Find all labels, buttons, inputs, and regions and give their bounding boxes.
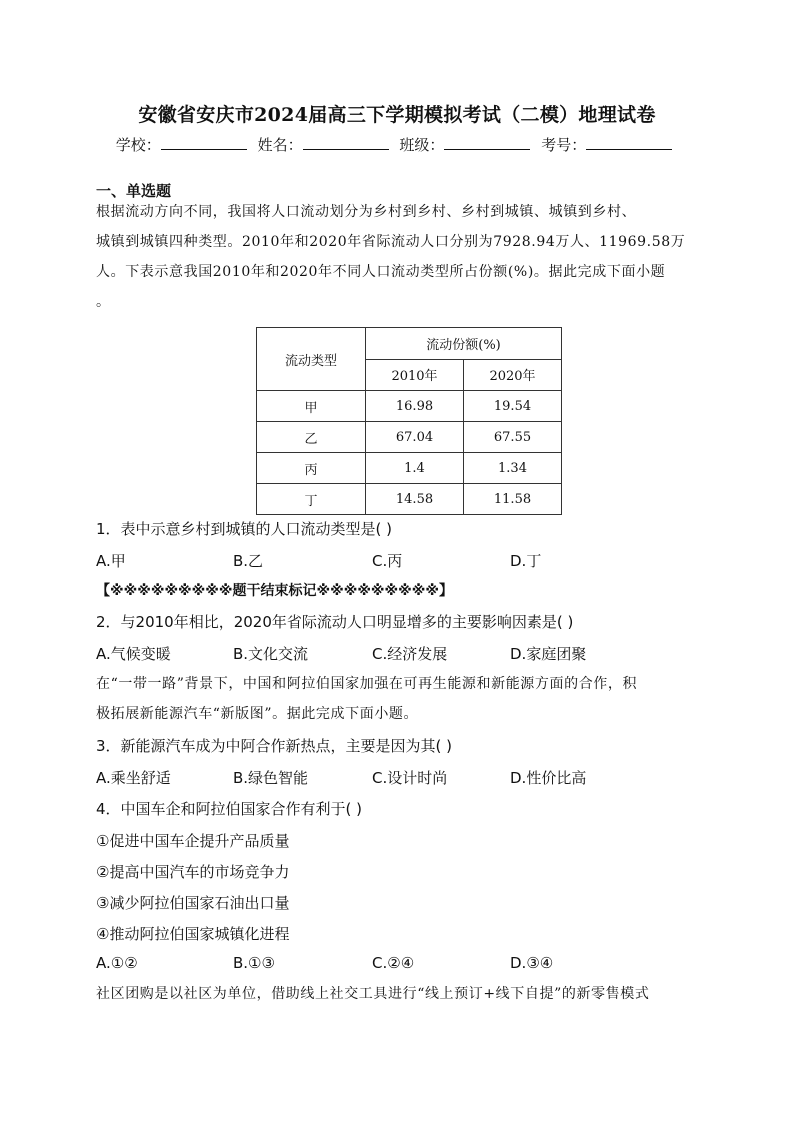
q3-option-c[interactable]: C.设计时尚 [372, 769, 448, 787]
table-cell-2010: 14.58 [366, 484, 464, 515]
passage-1-line: 城镇到城镇四种类型。2010年和2020年省际流动人口分别为7928.94万人、11969.58万 [96, 234, 686, 250]
student-info-line [0, 134, 794, 155]
table-row [257, 391, 562, 422]
passage-2-line: 极拓展新能源汽车“新版图”。据此完成下面小题。 [96, 706, 419, 722]
section-title: 一、单选题 [96, 182, 172, 200]
q3-option-d[interactable]: D.性价比高 [510, 769, 587, 787]
question-2-stem: 2．与2010年相比，2020年省际流动人口明显增多的主要影响因素是( ) [96, 613, 574, 631]
q1-option-a[interactable]: A.甲 [96, 552, 126, 570]
table-header-share: 流动份额(%) [366, 328, 562, 360]
table-cell-2010: 1.4 [366, 453, 464, 484]
passage-3-line: 社区团购是以社区为单位，借助线上社交工具进行“线上预订+线下自提”的新零售模式 [96, 986, 650, 1002]
table-cell-2020: 1.34 [464, 453, 562, 484]
name-label: 姓名： [257, 136, 303, 154]
table-header-2020: 2020年 [464, 359, 562, 391]
table-cell-2020: 11.58 [464, 484, 562, 515]
q2-option-d[interactable]: D.家庭团聚 [510, 645, 587, 663]
table-row [257, 422, 562, 453]
table-cell-2010: 67.04 [366, 422, 464, 453]
exam-title: 安徽省安庆市2024届高三下学期模拟考试（二模）地理试卷 [138, 104, 656, 126]
table-cell-2020: 67.55 [464, 422, 562, 453]
exam-number-label: 考号： [541, 136, 587, 154]
passage-3 [96, 979, 698, 1009]
q4-statement-4: ④推动阿拉伯国家城镇化进程 [96, 925, 290, 943]
school-blank[interactable] [161, 135, 247, 150]
table-cell-2010: 16.98 [366, 391, 464, 422]
q2-option-c[interactable]: C.经济发展 [372, 645, 448, 663]
exam-number-blank[interactable] [586, 135, 672, 150]
migration-share-table [256, 327, 562, 515]
table-cell-type: 甲 [257, 391, 366, 422]
table-cell-type: 丁 [257, 484, 366, 515]
question-3-stem: 3．新能源汽车成为中阿合作新热点，主要是因为其( ) [96, 737, 453, 755]
q4-option-d[interactable]: D.③④ [510, 954, 554, 972]
q4-statement-1: ①促进中国车企提升产品质量 [96, 832, 290, 850]
passage-1 [96, 197, 698, 317]
q4-statement-3: ③减少阿拉伯国家石油出口量 [96, 894, 290, 912]
table-header-2010: 2010年 [366, 359, 464, 391]
table-row [257, 484, 562, 515]
passage-2-line: 在“一带一路”背景下，中国和阿拉伯国家加强在可再生能源和新能源方面的合作，积 [96, 676, 638, 692]
q2-option-a[interactable]: A.气候变暖 [96, 645, 171, 663]
q4-statement-2: ②提高中国汽车的市场竞争力 [96, 863, 290, 881]
q3-option-b[interactable]: B.绿色智能 [233, 769, 309, 787]
table-cell-type: 丙 [257, 453, 366, 484]
table-row [257, 453, 562, 484]
class-blank[interactable] [444, 135, 530, 150]
q4-option-c[interactable]: C.②④ [372, 954, 415, 972]
q4-option-a[interactable]: A.①② [96, 954, 138, 972]
q1-option-d[interactable]: D.丁 [510, 552, 542, 570]
passage-1-line: 根据流动方向不同，我国将人口流动划分为乡村到乡村、乡村到城镇、城镇到乡村、 [96, 204, 637, 220]
passage-1-line: 人。下表示意我国2010年和2020年不同人口流动类型所占份额(%)。据此完成下面小题 [96, 264, 666, 280]
q3-option-a[interactable]: A.乘坐舒适 [96, 769, 171, 787]
school-label: 学校： [115, 136, 161, 154]
q1-option-c[interactable]: C.丙 [372, 552, 403, 570]
question-4-stem: 4．中国车企和阿拉伯国家合作有利于( ) [96, 800, 363, 818]
name-blank[interactable] [303, 135, 389, 150]
passage-2 [96, 669, 698, 729]
q4-option-b[interactable]: B.①③ [233, 954, 275, 972]
class-label: 班级： [399, 136, 445, 154]
question-1-stem: 1．表中示意乡村到城镇的人口流动类型是( ) [96, 520, 393, 538]
table-cell-2020: 19.54 [464, 391, 562, 422]
q2-option-b[interactable]: B.文化交流 [233, 645, 309, 663]
question-end-marker: 【※※※※※※※※※题干结束标记※※※※※※※※※】 [96, 583, 453, 599]
table-header-type: 流动类型 [257, 328, 366, 391]
table-cell-type: 乙 [257, 422, 366, 453]
q1-option-b[interactable]: B.乙 [233, 552, 264, 570]
passage-1-line: 。 [96, 294, 111, 310]
